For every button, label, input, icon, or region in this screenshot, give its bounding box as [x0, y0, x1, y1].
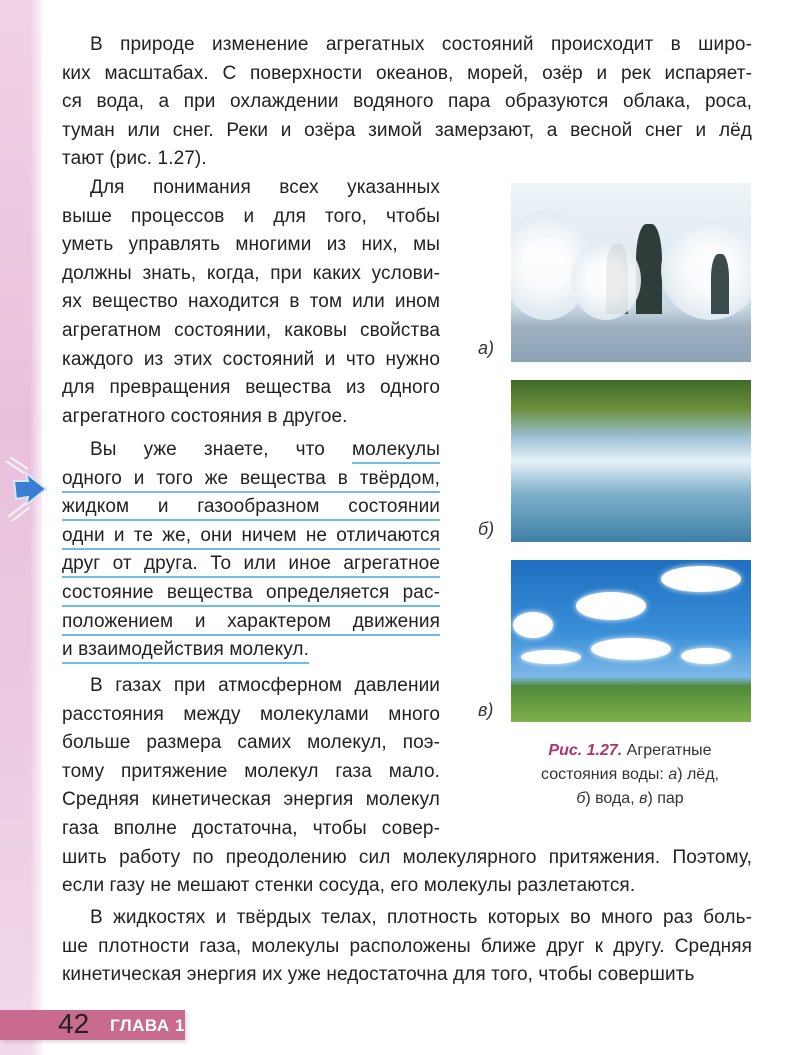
- text-segment: должны знать, когда, при каких услови-: [62, 262, 440, 284]
- figure-label-a: а): [478, 338, 495, 358]
- text-line: [90, 32, 752, 58]
- caption-text: ) лёд,: [677, 766, 719, 783]
- text-line: [62, 962, 752, 988]
- page-number: 42: [58, 1008, 90, 1039]
- text-line: [90, 437, 440, 463]
- key-point-arrow-icon: [4, 455, 52, 525]
- photo-ice-winter-forest: [511, 183, 751, 362]
- text-line: [62, 845, 752, 871]
- text-line: [62, 318, 440, 344]
- text-segment: В жидкостях и твёрдых телах, плотность которых во много раз боль-: [90, 907, 752, 928]
- caption-letter: в: [639, 790, 648, 807]
- highlighted-text: положением и характером движения: [62, 610, 440, 632]
- text-segment: Средняя кинетическая энергия молекул: [62, 789, 440, 811]
- text-segment: для превращения вещества из одного: [62, 377, 440, 399]
- text-line: [90, 905, 752, 931]
- caption-title: Рис. 1.27.: [548, 742, 623, 759]
- text-line: [62, 261, 440, 287]
- text-line: [62, 494, 440, 520]
- caption-letter: б: [576, 790, 586, 807]
- text-line: [62, 702, 440, 728]
- text-line: [62, 347, 440, 373]
- text-line: [62, 580, 440, 606]
- figure-caption: [480, 739, 780, 811]
- text-segment: ше плотности газа, молекулы расположены ближе друг к другу. Средняя: [62, 935, 752, 957]
- text-segment: если газу не мешают стенки сосуда, его молекулы разлетаются.: [62, 875, 636, 897]
- caption-letter: а: [668, 766, 678, 783]
- text-segment: расстояния между молекулами много: [62, 703, 440, 725]
- highlighted-text: друг от друга. То или иное агрегатное: [62, 553, 440, 575]
- text-line: [62, 934, 752, 960]
- chapter-label: ГЛАВА 1: [110, 1016, 185, 1035]
- caption-text: ) вода,: [585, 790, 640, 807]
- caption-text: Агрегатные: [622, 742, 712, 759]
- text-line: [62, 523, 440, 549]
- text-segment: шить работу по преодолению сил молекулярного притяжения. Поэтому,: [62, 846, 752, 868]
- text-segment: кинетическая энергия их уже недостаточна для того, чтобы совершить: [62, 964, 695, 986]
- text-segment: ях вещество находится в том или ином: [62, 291, 440, 313]
- text-line: [62, 551, 440, 577]
- text-line: [62, 89, 752, 115]
- text-segment: агрегатном состоянии, каковы свойства: [62, 320, 440, 341]
- highlighted-text: молекулы: [351, 439, 440, 460]
- page-margin: [0, 0, 42, 1055]
- text-line: [62, 816, 440, 842]
- text-segment: ся вода, а при охлаждении водяного пара образуются облака, роса,: [62, 91, 752, 113]
- text-segment: Для понимания всех указанных: [90, 177, 440, 198]
- text-line: [62, 146, 752, 172]
- highlighted-text: и взаимодействия молекул.: [62, 639, 309, 661]
- text-line: [90, 175, 440, 201]
- highlighted-text: состояние вещества определяется рас-: [62, 582, 440, 603]
- photo-clouds-vapor: [511, 560, 751, 722]
- highlighted-text: одного и того же вещества в твёрдом,: [62, 467, 440, 489]
- highlighted-text: одни и те же, они ничем не отличаются: [62, 524, 440, 546]
- text-line: [62, 61, 752, 87]
- figure-label-c: в): [478, 700, 494, 720]
- text-segment: уметь управлять многими из них, мы: [62, 234, 440, 256]
- text-segment: Вы уже знаете, что: [90, 439, 352, 460]
- text-line: [62, 609, 440, 635]
- text-line: [62, 289, 440, 315]
- text-segment: газа вполне достаточна, чтобы совер-: [62, 818, 440, 839]
- text-line: [62, 759, 440, 785]
- figure-label-b: б): [478, 519, 495, 539]
- photo-river-water: [511, 380, 751, 542]
- text-segment: туман или снег. Реки и озёра зимой замерзают, а весной снег и лёд: [62, 119, 752, 141]
- text-line: [62, 204, 440, 230]
- text-line: [62, 637, 440, 663]
- text-segment: В газах при атмосферном давлении: [90, 675, 440, 696]
- text-line: [62, 730, 440, 756]
- text-line: [62, 466, 440, 492]
- caption-text: состояния воды:: [541, 766, 669, 783]
- text-segment: В природе изменение агрегатных состояний происходит в широ-: [90, 34, 752, 55]
- highlighted-text: жидком и газообразном состоянии: [62, 496, 440, 518]
- text-line: [62, 118, 752, 144]
- text-segment: тому притяжение молекул газа мало.: [62, 760, 440, 782]
- text-line: [62, 232, 440, 258]
- text-segment: тают (рис. 1.27).: [62, 148, 207, 170]
- text-line: [62, 873, 752, 899]
- text-line: [62, 404, 440, 430]
- text-segment: выше процессов и для того, чтобы: [62, 205, 440, 227]
- text-line: [90, 673, 440, 699]
- text-segment: агрегатного состояния в другое.: [62, 405, 348, 427]
- text-segment: каждого из этих состояний и что нужно: [62, 348, 440, 370]
- caption-text: ) пар: [647, 790, 684, 807]
- text-line: [62, 375, 440, 401]
- text-segment: ких масштабах. С поверхности океанов, морей, озёр и рек испаряет-: [62, 62, 752, 84]
- text-line: [62, 787, 440, 813]
- text-segment: больше размера самих молекул, поэ-: [62, 732, 440, 754]
